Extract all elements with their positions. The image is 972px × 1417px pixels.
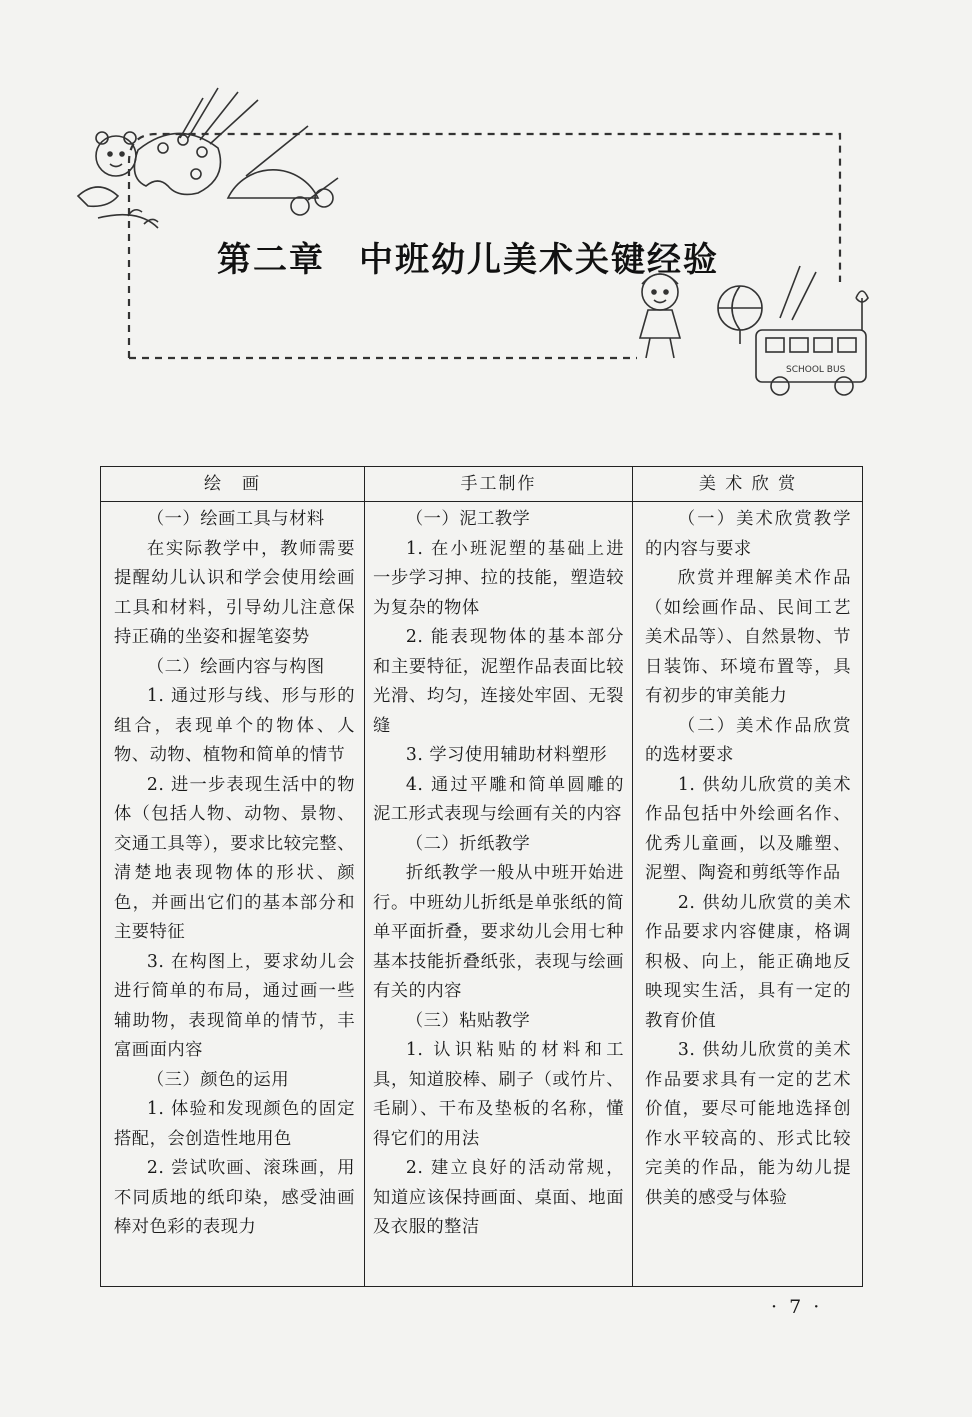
table-cell-paragraph: 折纸教学一般从中班开始进行。中班幼儿折纸是单张纸的简单平面折叠，要求幼儿会用七种基本技能折叠纸张，表现与绘画有关的内容: [373, 863, 624, 1001]
page-number: · 7 ·: [771, 1296, 823, 1318]
table-cell-paragraph: （二）折纸教学: [405, 833, 531, 854]
table-cell-paragraph: 2. 供幼儿欣赏的美术作品要求内容健康，格调积极、向上，能正确地反映现实生活，具有一定的教育价值: [645, 892, 851, 1031]
header-appreciation: 美 术 欣 赏: [698, 474, 798, 494]
column-divider: [632, 467, 633, 1286]
table-cell-paragraph: （一）美术欣赏教学的内容与要求: [645, 509, 851, 559]
table-cell-paragraph: （二）绘画内容与构图: [146, 656, 325, 677]
table-cell-paragraph: 3. 在构图上，要求幼儿会进行简单的布局，通过画一些辅助物，表现简单的情节，丰富画面内容: [114, 951, 355, 1060]
column-appreciation: [645, 505, 851, 1213]
table-cell-paragraph: （一）绘画工具与材料: [146, 509, 325, 529]
table-cell-paragraph: （三）粘贴教学: [405, 1010, 531, 1031]
chapter-number: 第二章: [217, 240, 325, 280]
chapter-name: 中班幼儿美术关键经验: [359, 240, 719, 280]
table-cell-paragraph: 1. 通过形与线、形与形的组合，表现单个的物体、人物、动物、植物和简单的情节: [114, 686, 355, 765]
table-cell-paragraph: （二）美术作品欣赏的选材要求: [645, 715, 851, 765]
table-cell-paragraph: 1. 在小班泥塑的基础上进一步学习抻、拉的技能，塑造较为复杂的物体: [373, 538, 624, 618]
bus-label: SCHOOL BUS: [786, 365, 846, 375]
table-cell-paragraph: 2. 进一步表现生活中的物体（包括人物、动物、景物、交通工具等），要求比较完整、清楚地表现物体的形状、颜色，并画出它们的基本部分和主要特征: [114, 774, 355, 942]
column-divider: [364, 467, 365, 1286]
table-cell-paragraph: 3. 学习使用辅助材料塑形: [405, 745, 608, 765]
school-bus-girl-illustration: [620, 258, 880, 412]
table-cell-paragraph: （一）泥工教学: [405, 509, 531, 529]
table-cell-paragraph: 欣赏并理解美术作品（如绘画作品、民间工艺美术品等）、自然景物、节日装饰、环境布置等，具有初步的审美能力: [645, 568, 851, 706]
header-divider: [101, 501, 862, 502]
table-cell-paragraph: 2. 尝试吹画、滚珠画，用不同质地的纸印染，感受油画棒对色彩的表现力: [114, 1158, 355, 1237]
column-drawing: [114, 505, 355, 1243]
table-cell-paragraph: 1. 体验和发现颜色的固定搭配，会创造性地用色: [114, 1099, 355, 1149]
table-cell-paragraph: 2. 建立良好的活动常规，知道应该保持画面、桌面、地面及衣服的整洁: [373, 1158, 624, 1237]
table-cell-paragraph: 1. 认识粘贴的材料和工具，知道胶棒、刷子（或竹片、毛刷）、干布及垫板的名称，懂得它们的用法: [373, 1040, 624, 1149]
table-cell-paragraph: 4. 通过平雕和简单圆雕的泥工形式表现与绘画有关的内容: [373, 774, 624, 824]
table-cell-paragraph: 2. 能表现物体的基本部分和主要特征，泥塑作品表面比较光滑、均匀，连接处牢固、无裂缝: [373, 627, 624, 736]
table-cell-paragraph: 3. 供幼儿欣赏的美术作品要求具有一定的艺术价值，要尽可能地选择创作水平较高的、形式比较完美的作品，能为幼儿提供美的感受与体验: [645, 1040, 851, 1208]
column-handcraft: [373, 505, 624, 1243]
table-cell-paragraph: （三）颜色的运用: [146, 1069, 290, 1090]
header-handcraft: 手工制作: [460, 474, 537, 494]
header-drawing: 绘 画: [204, 474, 261, 494]
key-experience-table: [100, 466, 863, 1287]
table-cell-paragraph: 1. 供幼儿欣赏的美术作品包括中外绘画名作、优秀儿童画，以及雕塑、泥塑、陶瓷和剪纸等作品: [645, 774, 851, 883]
table-cell-paragraph: 在实际教学中，教师需要提醒幼儿认识和学会使用绘画工具和材料，引导幼儿注意保持正确的坐姿和握笔姿势: [114, 538, 355, 647]
